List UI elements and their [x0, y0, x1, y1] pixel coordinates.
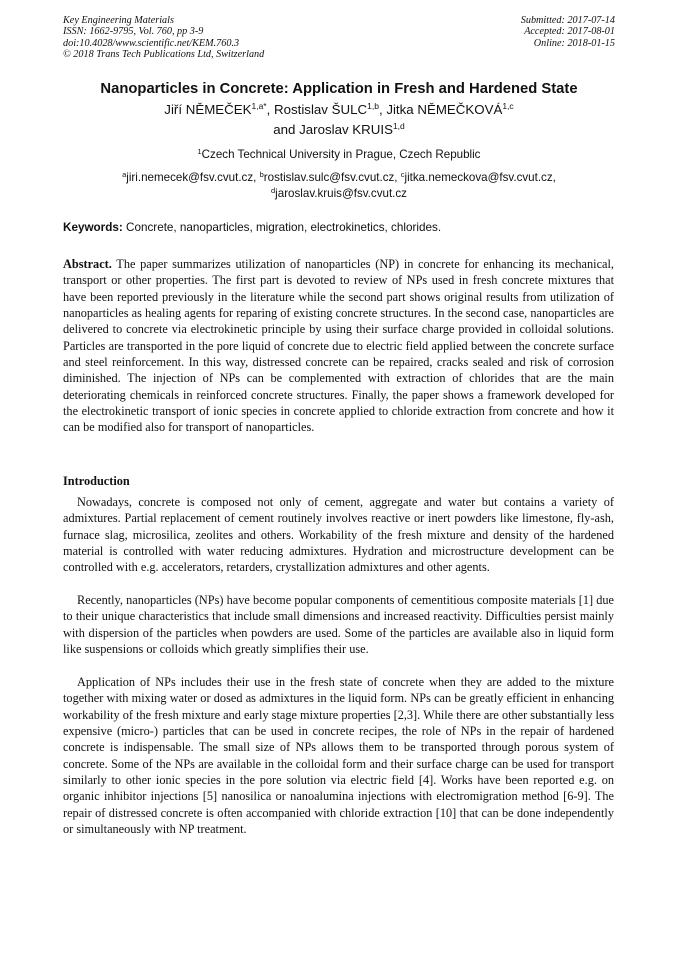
author-list [40, 100, 638, 140]
intro-paragraph: Nowadays, concrete is composed not only of cement, aggregate and water but contains a variety of admixtures. Partial replacement of cement routinely involves reactive or inert powders like limestone, fly-ash, furnace slag, microsilica, zeolites and others. Workability of the fresh mixture and density of the hardened material is controlled with water reducing admixtures. Hydration and microstructure development can be controlled with e.g. accelerators, retarders, crystallization admixtures and other agents. [63, 495, 614, 575]
copyright-line: © 2018 Trans Tech Publications Ltd, Switzerland [63, 48, 265, 60]
doi-line: doi:10.4028/www.scientific.net/KEM.760.3 [63, 37, 240, 49]
email-link[interactable]: rostislav.sulc@fsv.cvut.cz, [263, 171, 401, 184]
abstract [63, 256, 614, 436]
keywords-text: Concrete, nanoparticles, migration, electrokinetics, chlorides. [122, 221, 442, 234]
email-link[interactable]: jiri.nemecek@fsv.cvut.cz, [126, 171, 260, 184]
author-sup: 1,a* [251, 101, 267, 111]
journal-info [63, 15, 264, 60]
author-name: Jiří NĚMEČEK [164, 102, 252, 117]
author-name: Rostislav ŠULC [274, 102, 368, 117]
submission-dates [521, 15, 615, 49]
online-date: Online: 2018-01-15 [533, 37, 615, 49]
section-heading-introduction: Introduction [63, 474, 130, 488]
email-link[interactable]: jaroslav.kruis@fsv.cvut.cz [275, 187, 407, 200]
keywords [63, 220, 615, 235]
author-sup: 1,d [392, 121, 405, 131]
abstract-text: The paper summarizes utilization of nanoparticles (NP) in concrete for enhancing its mechanical, transport or other properties. The first part is devoted to review of NPs used in fresh concrete mixtures that have been reported previously in the literature while the second part shows original results from utilization of nanoparticles as healing agents for reparing of existing concrete structures. In the second case, nanoparticles are delivered to concrete via electrokinetic principle by using their surface charge provided in colloidal solutions. Particles are transported in the pore liquid of concrete due to electric field applied between the concrete surface and steel reinforcement. In this way, distressed concrete can be repaired, cracks sealed and risk of corrosion diminished. The injection of NPs can be complemented with extraction of chlorides that are the main deteriorating chemicals in reinforced concrete structures. Finally, the paper shows a framework developed for the electrokinetic transport of ionic species in concrete applied to chloride extraction from concrete and how it can be modified also for transport of nanoparticles. [63, 257, 614, 435]
email-link[interactable]: jitka.nemeckova@fsv.cvut.cz, [404, 171, 556, 184]
paper-title: Nanoparticles in Concrete: Application in Fresh and Hardened State [100, 81, 578, 97]
author-line-1: Jiří $NĚMEČEK^{1,a*}$, Rostislav ŠULC$^{1,b}$, Jitka NĚMEČKOVÁ$^{1,c}$ [164, 101, 514, 117]
author-sup: 1,c [502, 101, 514, 111]
author-sup: 1,b [367, 101, 379, 111]
author-name: and Jaroslav KRUIS [273, 122, 393, 137]
accepted-date: Accepted: 2017-08-01 [524, 26, 615, 38]
affiliation [40, 147, 638, 162]
affiliation-text: Czech Technical University in Prague, Czech Republic [201, 148, 481, 161]
intro-paragraph: Application of NPs includes their use in the fresh state of concrete when they are added to the mixture together with mixing water or dosed as admixtures in the liquid form. NPs can be greatly efficient in enhancing workability of the fresh mixture and early stage mixture properties [2,3]. While there are other substantially less expensive (micro-) particles that can be used in concrete recipes, the role of NPs in the repair of hardened concrete is indispensable. The small size of NPs allows them to be transported through porous system of concrete. Some of the NPs are available in the colloidal form and their surface charge can be used for transport similarly to other ionic species in the pore solution via electric field [4]. Works have been reported e.g. on organic inhibitor injections [5] nanosilica or nanoalumina injections with electromigration method [6-9]. The repair of distressed concrete is often accompanied with chloride extraction [10] that can be done independently or simultaneously with NP treatment. [63, 675, 614, 837]
journal-name: Key Engineering Materials [63, 15, 174, 26]
affiliation-sup: 1 [197, 147, 202, 156]
issn-line: ISSN: 1662-9795, Vol. 760, pp 3-9 [63, 26, 204, 38]
abstract-label: Abstract. [63, 257, 112, 271]
submitted-date: Submitted: 2017-07-14 [520, 15, 615, 26]
author-name: Jitka NĚMEČKOVÁ [386, 102, 503, 117]
email-list: $^a$jiri.nemecek@fsv.cvut.cz, $^b$rostislav.sulc@fsv.cvut.cz, $^c$jitka.nemeckova@fsv.cvut.cz, $^d$jaroslav.kruis@fsv.cvut.cz [122, 170, 556, 200]
keywords-label: Keywords: [63, 221, 123, 234]
author-line-2 [40, 120, 638, 140]
intro-paragraph: Recently, nanoparticles (NPs) have become popular components of cementitious composite materials [1] due to their unique characteristics that include small dimensions and increased reactivity. Difficulties persist mainly with dispersion of the particles when powders are used. Some of the particles are available also in liquid form like suspensions or colloids which greatly simplifies their use. [63, 593, 614, 657]
